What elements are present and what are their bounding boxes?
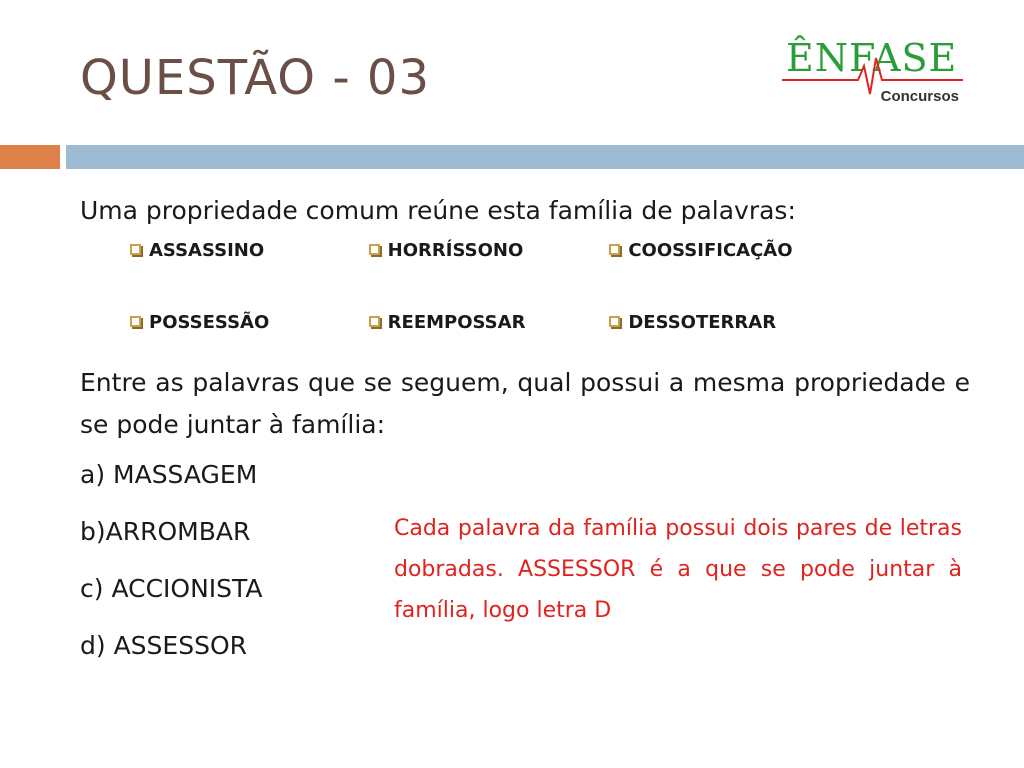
question-text: Entre as palavras que se seguem, qual possui a mesma propriedade e se pode juntar à família: [80,368,970,439]
word-label: ASSASSINO [149,240,265,261]
option-b: b)ARROMBAR [80,517,251,546]
option-a: a) MASSAGEM [80,460,258,489]
option-c: c) ACCIONISTA [80,574,263,603]
option-d: d) ASSESSOR [80,631,247,660]
answer-explanation: Cada palavra da família possui dois pares de letras dobradas. ASSESSOR é a que se pode juntar à família, logo letra D [394,516,962,623]
logo-sub-text: Concursos [880,88,959,105]
accent-bar-blue [66,145,1024,169]
word-label: COOSSIFICAÇÃO [628,240,793,261]
logo-main-text: ÊNFASE [786,36,958,80]
intro-text: Uma propriedade comum reúne esta família de palavras: [80,196,796,225]
list-item [130,240,369,312]
slide-title: QUESTÃO - 03 [80,50,430,106]
enfase-logo [780,36,965,108]
word-label: HORRÍSSONO [387,240,524,261]
checkbox-bullet-icon [130,244,141,255]
list-item [609,240,850,312]
checkbox-bullet-icon [369,316,380,327]
word-label: DESSOTERRAR [628,312,777,333]
checkbox-bullet-icon [609,244,620,255]
word-label: POSSESSÃO [149,312,270,333]
checkbox-bullet-icon [369,244,380,255]
checkbox-bullet-icon [130,316,141,327]
word-label: REEMPOSSAR [387,312,526,333]
accent-bar-orange [0,145,60,169]
word-row [130,240,850,312]
checkbox-bullet-icon [609,316,620,327]
list-item [369,240,610,312]
